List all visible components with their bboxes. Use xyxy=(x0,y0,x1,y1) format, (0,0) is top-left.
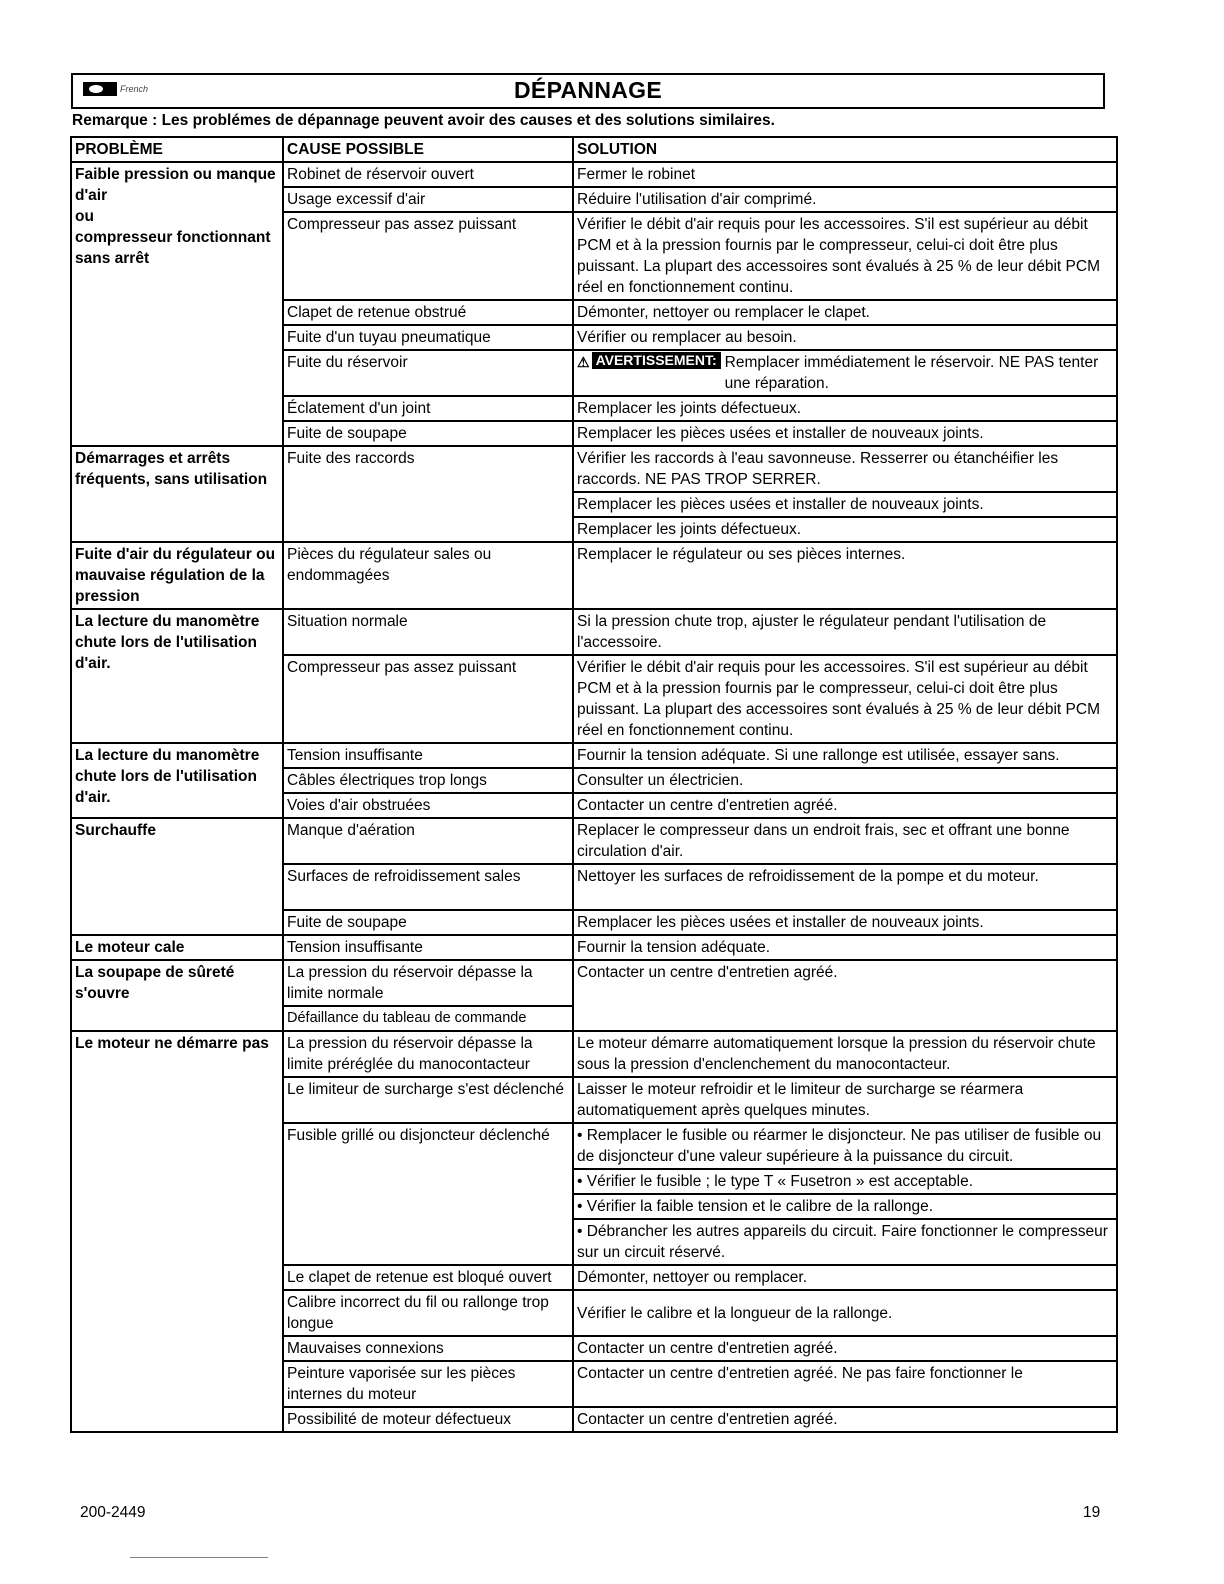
solution-cell: Remplacer les joints défectueux. xyxy=(573,396,1117,421)
page-number: 19 xyxy=(1083,1504,1101,1521)
cause-cell: Fuite des raccords xyxy=(283,446,573,542)
table-row xyxy=(71,609,1117,655)
divider xyxy=(130,1557,268,1558)
column-header-problem: PROBLÈME xyxy=(71,137,283,162)
cause-cell: Fuite d'un tuyau pneumatique xyxy=(283,325,573,350)
solution-cell: Remplacer les pièces usées et installer de nouveaux joints. xyxy=(573,910,1117,935)
solution-cell: Vérifier le débit d'air requis pour les accessoires. S'il est supérieur au débit PCM et à la pression fournis par le compresseur, celui-ci doit être plus puissant. La plupart des accessoires sont évalués à 25 % de leur débit PCM réel en fonctionnement continu. xyxy=(573,655,1117,743)
solution-cell: Remplacer le régulateur ou ses pièces internes. xyxy=(573,542,1117,609)
cause-cell: La pression du réservoir dépasse la limite préréglée du manocontacteur xyxy=(283,1031,573,1077)
table-row xyxy=(71,446,1117,492)
problem-cell: Démarrages et arrêts fréquents, sans utilisation xyxy=(71,446,283,542)
page-title: DÉPANNAGE xyxy=(514,77,662,103)
cause-cell: Voies d'air obstruées xyxy=(283,793,573,818)
solution-cell: Nettoyer les surfaces de refroidissement de la pompe et du moteur. xyxy=(573,864,1117,910)
solution-cell: Démonter, nettoyer ou remplacer. xyxy=(573,1265,1117,1290)
problem-cell: La lecture du manomètre chute lors de l'utilisation d'air. xyxy=(71,743,283,818)
table-row xyxy=(71,542,1117,609)
cause-cell: Câbles électriques trop longs xyxy=(283,768,573,793)
solution-cell: • Remplacer le fusible ou réarmer le disjoncteur. Ne pas utiliser de fusible ou de disjoncteur d'une valeur supérieure à la puissance du circuit. xyxy=(573,1123,1117,1169)
problem-cell: Le moteur cale xyxy=(71,935,283,960)
column-header-solution: SOLUTION xyxy=(573,137,1117,162)
cause-cell: Pièces du régulateur sales ou endommagées xyxy=(283,542,573,609)
cause-cell: Compresseur pas assez puissant xyxy=(283,655,573,743)
solution-cell: Contacter un centre d'entretien agréé. xyxy=(573,960,1117,1031)
table-row xyxy=(71,818,1117,864)
table-row xyxy=(71,743,1117,768)
solution-cell: Vérifier ou remplacer au besoin. xyxy=(573,325,1117,350)
solution-cell: Fournir la tension adéquate. Si une rallonge est utilisée, essayer sans. xyxy=(573,743,1117,768)
table-row xyxy=(71,960,1117,1006)
solution-cell: Vérifier les raccords à l'eau savonneuse. Resserrer ou étanchéifier les raccords. NE PAS TROP SERRER. xyxy=(573,446,1117,492)
problem-cell: Le moteur ne démarre pas xyxy=(71,1031,283,1432)
cause-cell: Possibilité de moteur défectueux xyxy=(283,1407,573,1432)
cause-cell: Défaillance du tableau de commande xyxy=(283,1006,573,1031)
table-row xyxy=(71,935,1117,960)
cause-cell: Compresseur pas assez puissant xyxy=(283,212,573,300)
document-number: 200-2449 xyxy=(80,1504,146,1521)
warning-label: AVERTISSEMENT: xyxy=(592,352,721,369)
cause-cell: La pression du réservoir dépasse la limite normale xyxy=(283,960,573,1006)
cause-cell: Situation normale xyxy=(283,609,573,655)
cause-cell: Fuite de soupape xyxy=(283,421,573,446)
problem-cell: La soupape de sûreté s'ouvre xyxy=(71,960,283,1031)
cause-cell: Robinet de réservoir ouvert xyxy=(283,162,573,187)
table-header-row xyxy=(71,137,1117,162)
problem-cell: Surchauffe xyxy=(71,818,283,935)
language-label: French xyxy=(120,84,149,94)
solution-cell: Réduire l'utilisation d'air comprimé. xyxy=(573,187,1117,212)
solution-cell: Vérifier le débit d'air requis pour les accessoires. S'il est supérieur au débit PCM et à la pression fournis par le compresseur, celui-ci doit être plus puissant. La plupart des accessoires sont évalués à 25 % de leur débit PCM réel en fonctionnement continu. xyxy=(573,212,1117,300)
cause-cell: Fuite du réservoir xyxy=(283,350,573,396)
table-row xyxy=(71,162,1117,187)
cause-cell: Calibre incorrect du fil ou rallonge trop longue xyxy=(283,1290,573,1336)
solution-cell: Fournir la tension adéquate. xyxy=(573,935,1117,960)
solution-cell: Vérifier le calibre et la longueur de la rallonge. xyxy=(573,1290,1117,1336)
cause-cell: Tension insuffisante xyxy=(283,935,573,960)
solution-cell: Si la pression chute trop, ajuster le régulateur pendant l'utilisation de l'accessoire. xyxy=(573,609,1117,655)
solution-cell-warning xyxy=(573,350,1117,396)
warning-text: Remplacer immédiatement le réservoir. NE PAS tenter une réparation. xyxy=(724,354,1099,392)
cause-cell: Tension insuffisante xyxy=(283,743,573,768)
problem-cell: Fuite d'air du régulateur ou mauvaise régulation de la pression xyxy=(71,542,283,609)
cause-cell: Mauvaises connexions xyxy=(283,1336,573,1361)
solution-cell: Consulter un électricien. xyxy=(573,768,1117,793)
solution-cell: Replacer le compresseur dans un endroit frais, sec et offrant une bonne circulation d'air. xyxy=(573,818,1117,864)
troubleshooting-table xyxy=(70,136,1118,1433)
page-header xyxy=(71,73,1105,109)
solution-cell: Laisser le moteur refroidir et le limiteur de surcharge se réarmera automatiquement après quelques minutes. xyxy=(573,1077,1117,1123)
cause-cell: Le clapet de retenue est bloqué ouvert xyxy=(283,1265,573,1290)
cause-cell: Usage excessif d'air xyxy=(283,187,573,212)
problem-cell: La lecture du manomètre chute lors de l'utilisation d'air. xyxy=(71,609,283,743)
troubleshooting-note: Remarque : Les problémes de dépannage peuvent avoir des causes et des solutions similaires. xyxy=(72,112,775,129)
cause-cell: Peinture vaporisée sur les pièces internes du moteur xyxy=(283,1361,573,1407)
solution-cell: Le moteur démarre automatiquement lorsque la pression du réservoir chute sous la pression d'enclenchement du manocontacteur. xyxy=(573,1031,1117,1077)
cause-cell: Surfaces de refroidissement sales xyxy=(283,864,573,910)
solution-cell: Contacter un centre d'entretien agréé. xyxy=(573,1336,1117,1361)
cause-cell: Manque d'aération xyxy=(283,818,573,864)
solution-cell: • Vérifier la faible tension et le calibre de la rallonge. xyxy=(573,1194,1117,1219)
solution-cell: • Vérifier le fusible ; le type T « Fusetron » est acceptable. xyxy=(573,1169,1117,1194)
solution-cell: • Débrancher les autres appareils du circuit. Faire fonctionner le compresseur sur un circuit réservé. xyxy=(573,1219,1117,1265)
problem-cell: Faible pression ou manque d'air ou compresseur fonctionnant sans arrêt xyxy=(71,162,283,446)
cause-cell: Éclatement d'un joint xyxy=(283,396,573,421)
cause-cell: Fusible grillé ou disjoncteur déclenché xyxy=(283,1123,573,1265)
solution-cell: Démonter, nettoyer ou remplacer le clapet. xyxy=(573,300,1117,325)
solution-cell: Contacter un centre d'entretien agréé. Ne pas faire fonctionner le xyxy=(573,1361,1117,1407)
cause-cell: Le limiteur de surcharge s'est déclenché xyxy=(283,1077,573,1123)
solution-cell: Contacter un centre d'entretien agréé. xyxy=(573,1407,1117,1432)
warning-triangle-icon: ⚠ xyxy=(577,354,590,370)
cause-cell: Clapet de retenue obstrué xyxy=(283,300,573,325)
solution-cell: Contacter un centre d'entretien agréé. xyxy=(573,793,1117,818)
solution-cell: Remplacer les joints défectueux. xyxy=(573,517,1117,542)
solution-cell: Fermer le robinet xyxy=(573,162,1117,187)
solution-cell: Remplacer les pièces usées et installer de nouveaux joints. xyxy=(573,421,1117,446)
cause-cell: Fuite de soupape xyxy=(283,910,573,935)
table-row xyxy=(71,1031,1117,1077)
column-header-cause: CAUSE POSSIBLE xyxy=(283,137,573,162)
solution-cell: Remplacer les pièces usées et installer de nouveaux joints. xyxy=(573,492,1117,517)
